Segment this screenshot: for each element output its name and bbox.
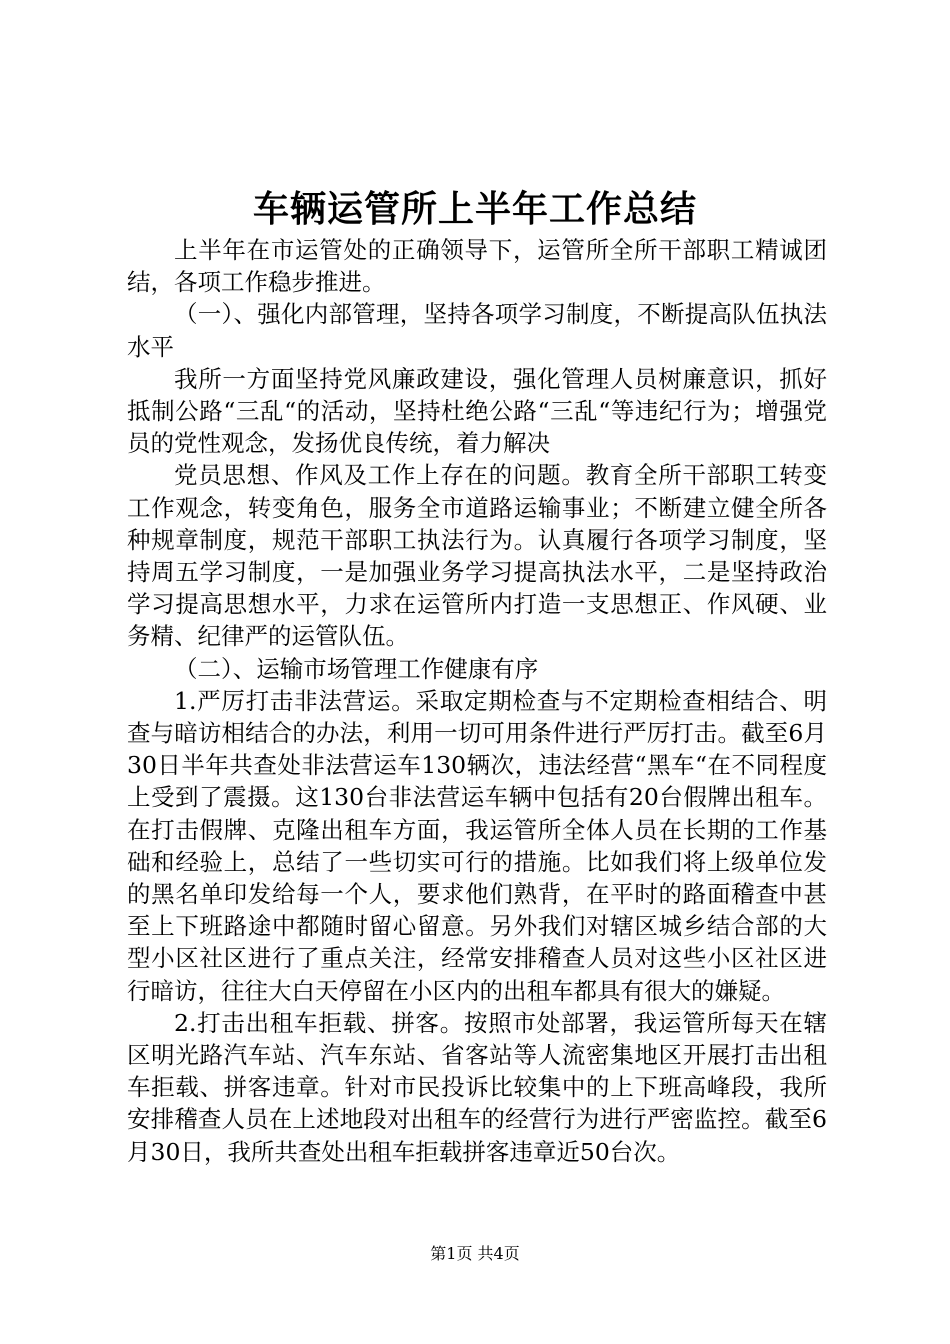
paragraph-intro: 上半年在市运管处的正确领导下，运管所全所干部职工精诚团结，各项工作稳步推进。 — [127, 236, 827, 297]
document-title: 车辆运管所上半年工作总结 — [252, 188, 697, 230]
paragraph-section-1-a: 我所一方面坚持党风廉政建设，强化管理人员树廉意识，抓好抵制公路“三乱“的活动，坚持杜绝公路“三乱“等违纪行为；增强党员的党性观念，发扬优良传统，着力解决 — [127, 364, 827, 458]
section-heading-1: （一）、强化内部管理，坚持各项学习制度，不断提高队伍执法水平 — [127, 300, 827, 361]
paragraph-item-1: 1.严厉打击非法营运。采取定期检查与不定期检查相结合、明查与暗访相结合的办法，利用一切可用条件进行严厉打击。截至6月30日半年共查处非法营运车130辆次，违法经营“黑车“在不同程度上受到了震摄。这130台非法营运车辆中包括有20台假牌出租车。在打击假牌、克隆出租车方面，我运管所全体人员在长期的工作基础和经验上，总结了一些切实可行的措施。比如我们将上级单位发的黑名单印发给每一个人，要求他们熟背，在平时的路面稽查中甚至上下班路途中都随时留心留意。另外我们对辖区城乡结合部的大型小区社区进行了重点关注，经常安排稽查人员对这些小区社区进行暗访，往往大白天停留在小区内的出租车都具有很大的嫌疑。 — [127, 686, 827, 1005]
paragraph-item-2: 2.打击出租车拒载、拼客。按照市处部署，我运管所每天在辖区明光路汽车站、汽车东站、省客站等人流密集地区开展打击出租车拒载、拼客违章。针对市民投诉比较集中的上下班高峰段，我所安排稽查人员在上述地段对出租车的经营行为进行严密监控。截至6月30日，我所共查处出租车拒载拼客违章近50台次。 — [127, 1008, 827, 1166]
paragraph-section-1-b: 党员思想、作风及工作上存在的问题。教育全所干部职工转变工作观念，转变角色，服务全市道路运输事业；不断建立健全所各种规章制度，规范干部职工执法行为。认真履行各项学习制度，坚持周五学习制度，一是加强业务学习提高执法水平，二是坚持政治学习提高思想水平，力求在运管所内打造一支思想正、作风硬、业务精、纪律严的运管队伍。 — [127, 461, 827, 651]
section-heading-2: （二）、运输市场管理工作健康有序 — [174, 654, 539, 683]
document-body — [127, 234, 827, 1168]
page-number-footer: 第1页 共4页 — [430, 1244, 520, 1263]
